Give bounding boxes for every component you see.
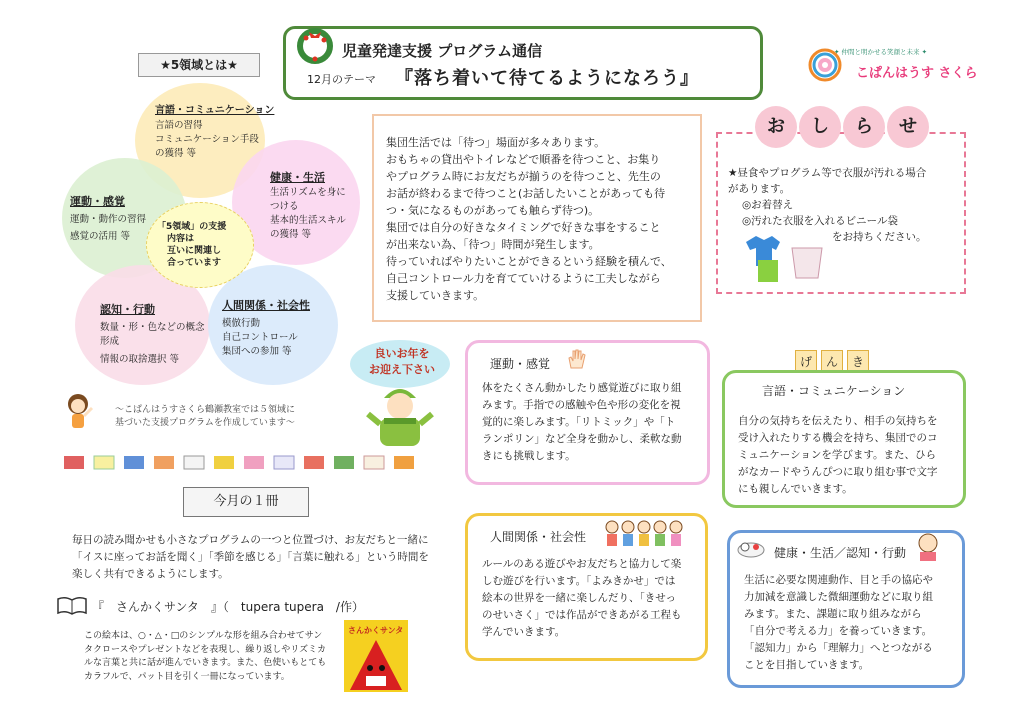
area-language bbox=[155, 103, 274, 161]
language-line: がなカードやうんぴつに取り組む事で文字 bbox=[738, 466, 938, 478]
intro-line: 自己コントロール力を育てていけるように工夫しながら bbox=[386, 272, 661, 285]
social-box-body bbox=[482, 556, 682, 641]
health-line: 生活に必要な関連動作、目と手の協応や bbox=[744, 574, 933, 586]
book-title: 『 さんかくサンタ 』（ tupera tupera /作） bbox=[92, 600, 364, 614]
area-line: 運動・動作の習得 bbox=[70, 214, 147, 225]
notice-line: があります。 bbox=[728, 183, 791, 195]
book-cover-title: さんかくサンタ bbox=[348, 626, 404, 635]
motor-line: 体をたくさん動かしたり感覚遊びに取り組 bbox=[482, 382, 682, 394]
sign-line: 良いお年を bbox=[374, 347, 430, 360]
santa-triangle-icon bbox=[350, 640, 402, 690]
notice-title bbox=[755, 106, 935, 152]
intro-line: が出来ない為、「待つ」時間が発生します。 bbox=[386, 238, 600, 251]
intro-line: 集団生活では「待つ」場面が多々あります。 bbox=[386, 136, 606, 149]
sign-line: お迎え下さい bbox=[369, 363, 435, 376]
language-line: ミュニケーションを学びます。また、ひら bbox=[738, 449, 937, 461]
five-areas-caption bbox=[115, 404, 295, 430]
area-cognition bbox=[100, 302, 205, 367]
social-line: 学んでいきます。 bbox=[482, 626, 566, 638]
social-line: のせいさく」では作品ができあがる工程も bbox=[482, 609, 682, 621]
hand-icon bbox=[565, 348, 587, 370]
caption-line: ～こぱんはうすさくら鶴瀬教室では５領域に bbox=[115, 405, 296, 415]
genki-char: げ bbox=[795, 350, 817, 374]
motor-line: 覚的に楽しみます。「リトミック」や「ト bbox=[482, 416, 676, 428]
language-line: 自分の気持ちを伝えたり、相手の気持ちを bbox=[738, 415, 938, 427]
motor-box-body bbox=[482, 380, 682, 465]
intro-line: おもちゃの貸出やトイレなどで順番を待つこと、お集り bbox=[386, 153, 661, 166]
girl-illustration-icon bbox=[64, 392, 96, 432]
books-decoration-icon bbox=[62, 452, 422, 472]
logo-tagline: ✦ 仲間と明かせる笑顔と未来 ✦ bbox=[834, 48, 928, 56]
health-box-title: 健康・生活／認知・行動 bbox=[774, 546, 907, 560]
lunch-icon bbox=[736, 536, 766, 558]
area-line: 言語の習得 bbox=[155, 120, 203, 131]
intro-line: 待っていればやりたいことができるという経験を積んで、 bbox=[386, 255, 672, 268]
center-line: 「5領域」の支援 bbox=[157, 222, 227, 232]
area-health bbox=[270, 170, 346, 242]
social-line: 絵本の世界を一緒に楽しんだり、「きせっ bbox=[482, 592, 677, 604]
genki-char: き bbox=[847, 350, 869, 374]
motor-line: みます。手指での感触や色や形の変化を視 bbox=[482, 399, 681, 411]
social-box-title: 人間関係・社会性 bbox=[490, 530, 587, 544]
center-line: 内容は bbox=[167, 234, 195, 244]
children-group-icon bbox=[603, 518, 685, 548]
area-center bbox=[157, 221, 226, 269]
open-book-icon bbox=[56, 596, 88, 616]
notice-line: をお持ちください。 bbox=[832, 231, 927, 243]
boy-winter-icon bbox=[364, 380, 436, 448]
book-desc-line: この絵本は、○・△・□のシンプルな形を組み合わせてサン bbox=[84, 631, 323, 641]
area-health-title: 健康・生活 bbox=[270, 171, 325, 184]
area-line: の獲得 等 bbox=[155, 148, 197, 159]
social-line: しむ遊びを行います。「よみきかせ」では bbox=[482, 575, 676, 587]
book-description bbox=[84, 630, 326, 684]
notice-char: し bbox=[799, 106, 841, 148]
area-motor bbox=[70, 194, 146, 244]
area-language-title: 言語・コミュニケーション bbox=[155, 105, 275, 116]
book-intro bbox=[72, 532, 429, 583]
center-line: 互いに関連し bbox=[167, 246, 222, 256]
health-line: 「自分で考える力」を養っていきます。 bbox=[744, 625, 933, 637]
notice-line: ◎お着替え bbox=[742, 199, 794, 211]
language-box-title: 言語・コミュニケーション bbox=[762, 384, 906, 398]
book-section-label: 今月の１冊 bbox=[183, 487, 309, 517]
area-social bbox=[222, 298, 310, 359]
book-intro-line: 楽しく共有できるようにします。 bbox=[72, 568, 229, 580]
intro-line: 支援していきます。 bbox=[386, 289, 485, 302]
book-desc-line: カラフルで、パット目を引く一冊になっています。 bbox=[84, 671, 290, 682]
health-line: みます。また、課題に取り組みながら bbox=[744, 608, 922, 620]
area-line: コミュニケーション手段 bbox=[155, 134, 259, 145]
notice-char: お bbox=[755, 106, 797, 148]
book-intro-line: 「イスに座ってお話を聞く」「季節を感じる」「言葉に触れる」という時間を bbox=[72, 551, 429, 563]
notice-char: せ bbox=[887, 106, 929, 148]
notice-line: ★昼食やプログラム等で衣服が汚れる場合 bbox=[728, 167, 927, 179]
language-line: 受け入れたりする機会を持ち、集団でのコ bbox=[738, 432, 938, 444]
notice-char: ら bbox=[843, 106, 885, 148]
motor-line: きにも挑戦します。 bbox=[482, 450, 576, 462]
clothes-icon bbox=[742, 234, 826, 284]
book-desc-line: タクロースやプレゼントなどを表現し、繰り返しやリズミカ bbox=[84, 644, 327, 655]
notice-text bbox=[728, 165, 927, 245]
health-line: 力加減を意識した微細運動などに取り組 bbox=[744, 591, 933, 603]
book-cover bbox=[344, 620, 408, 692]
area-line: 模倣行動 bbox=[222, 318, 261, 329]
motor-box-title: 運動・感覚 bbox=[490, 357, 551, 371]
social-line: ルールのある遊びやお友だちと協力して楽 bbox=[482, 558, 682, 570]
logo-name: こぱんはうす さくら bbox=[856, 66, 978, 81]
area-line: の獲得 等 bbox=[270, 229, 312, 240]
center-line: 合っています bbox=[167, 258, 222, 268]
page-title: 児童発達支援 プログラム通信 bbox=[342, 42, 543, 60]
wreath-icon bbox=[297, 28, 333, 64]
new-year-sign-text bbox=[358, 346, 446, 378]
area-line: 情報の取捨選択 等 bbox=[100, 354, 180, 365]
area-motor-title: 運動・感覚 bbox=[70, 195, 125, 208]
health-line: 「認知力」から「理解力」へとつながる bbox=[744, 642, 933, 654]
monthly-theme: 『落ち着いて待てるようになろう』 bbox=[395, 68, 699, 89]
area-social-title: 人間関係・社会性 bbox=[222, 299, 310, 312]
book-intro-line: 毎日の読み聞かせも小さなプログラムの一つと位置づけ、お友だちと一緒に bbox=[72, 534, 429, 546]
five-areas-title: ★5領域とは★ bbox=[138, 53, 260, 77]
intro-line: 集団では自分の好きなタイミングで好きな事をすること bbox=[386, 221, 661, 234]
area-line: 生活リズムを身に bbox=[270, 187, 346, 198]
area-line: 基本的生活スキル bbox=[270, 215, 346, 226]
book-desc-line: ルな言葉と共に話が進んでいきます。また、色使いもとても bbox=[84, 658, 327, 668]
area-line: 集団への参加 等 bbox=[222, 346, 292, 357]
notice-line: ◎汚れた衣服を入れるビニール袋 bbox=[742, 215, 898, 227]
health-line: ことを目指していきます。 bbox=[744, 659, 870, 671]
motor-line: ランポリン」など全身を動かし、柔軟な動 bbox=[482, 433, 682, 445]
area-line: 形成 bbox=[100, 336, 120, 347]
intro-line: やプログラム時にお友だちが揃うのを待つこと、先生の bbox=[386, 170, 661, 183]
theme-label: 12月のテーマ bbox=[307, 73, 376, 86]
language-box-body bbox=[738, 413, 938, 498]
area-line: 自己コントロール bbox=[222, 332, 298, 343]
intro-line: お話が終わるまで待つこと(お話したいことがあっても待 bbox=[386, 187, 666, 200]
intro-text bbox=[386, 134, 692, 304]
area-cognition-title: 認知・行動 bbox=[100, 303, 155, 316]
language-line: にも親しんでいきます。 bbox=[738, 483, 853, 495]
genki-char: ん bbox=[821, 350, 843, 374]
child-brushing-icon bbox=[914, 532, 942, 562]
area-line: 数量・形・色などの概念 bbox=[100, 322, 205, 333]
area-line: 感覚の活用 等 bbox=[70, 231, 131, 242]
area-line: つける bbox=[270, 201, 299, 212]
caption-line: 基づいた支援プログラムを作成しています～ bbox=[115, 418, 295, 428]
intro-line: つ・気になるものがあっても触らず待つ)。 bbox=[386, 204, 600, 217]
health-box-body bbox=[744, 572, 933, 674]
